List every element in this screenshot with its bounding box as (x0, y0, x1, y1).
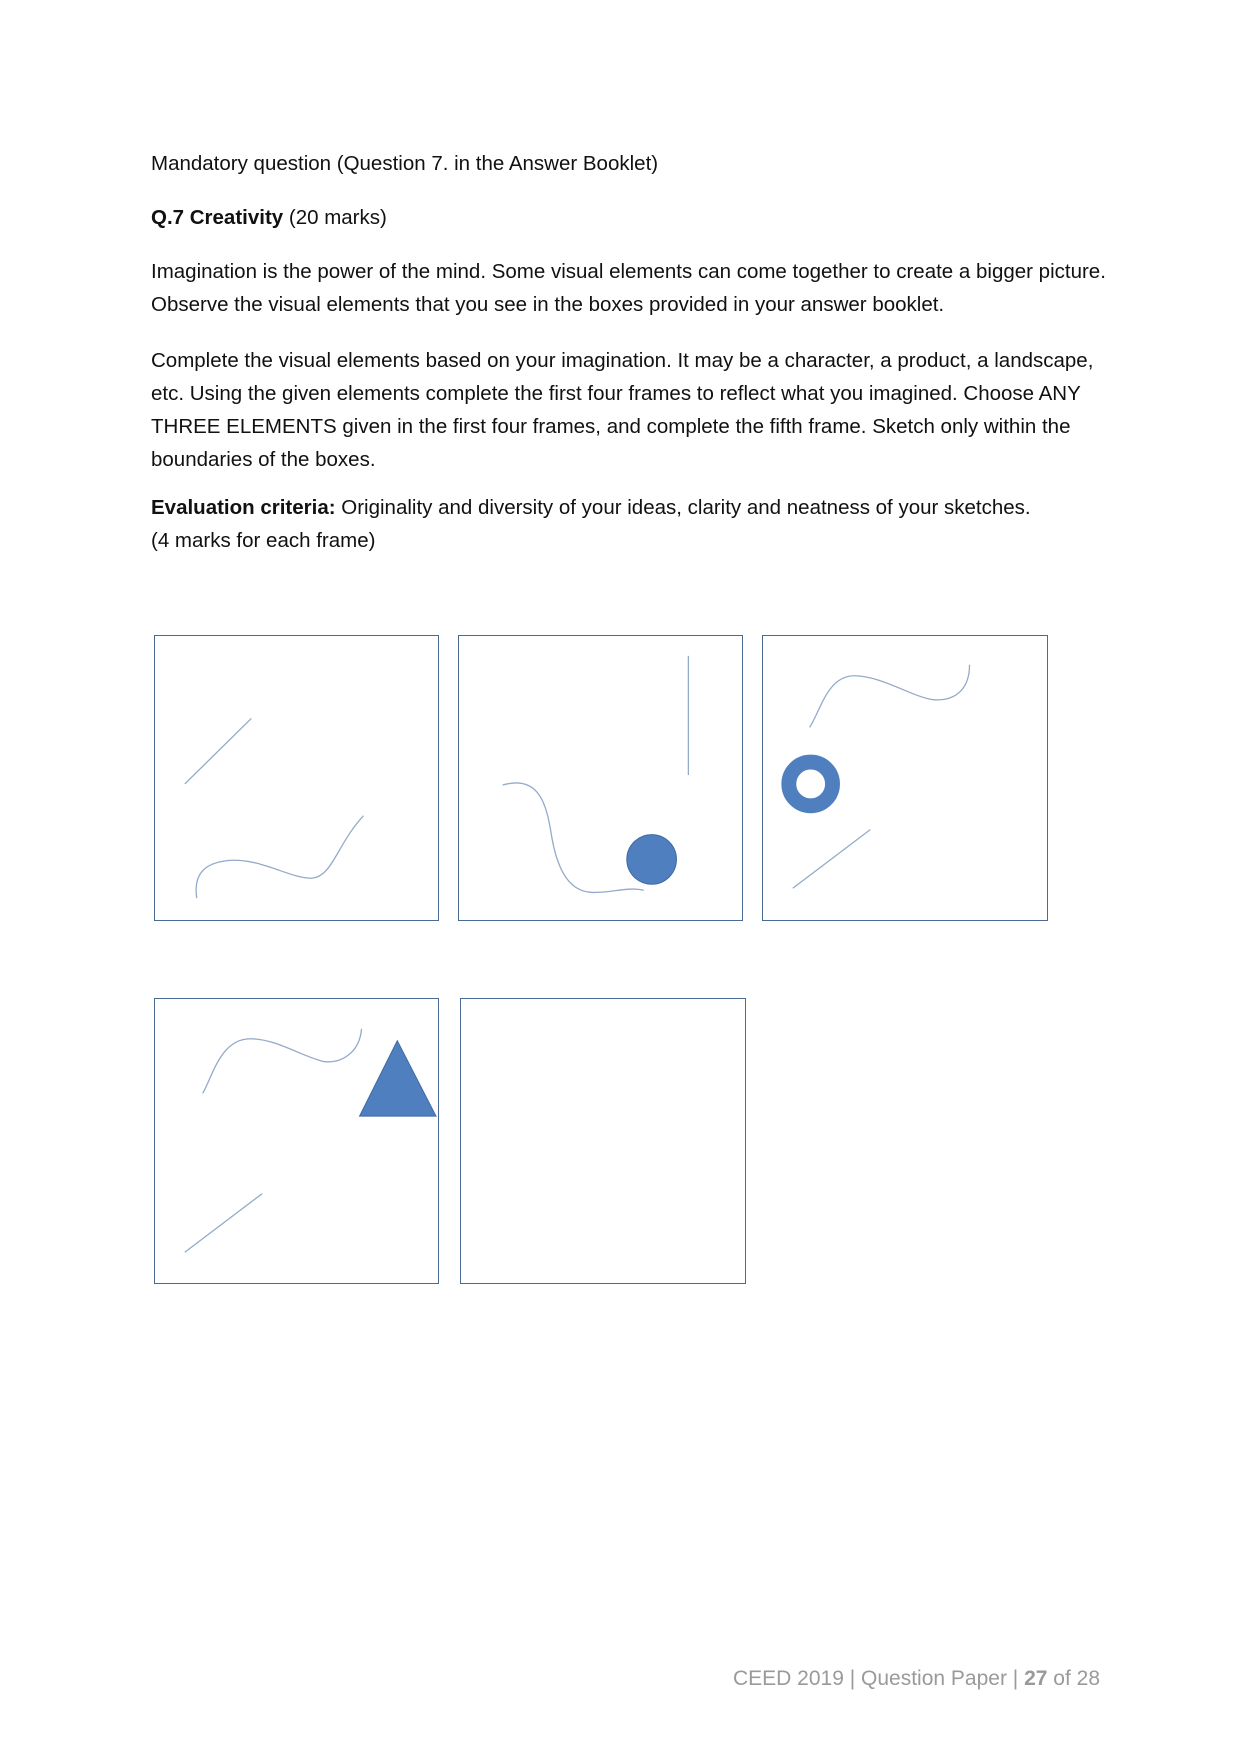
frame-2-elements (459, 636, 742, 920)
frame-1-elements (155, 636, 438, 920)
frame-1 (154, 635, 439, 921)
frame-4-wavy-line (203, 1029, 362, 1094)
frame-3-ring (789, 762, 833, 806)
evaluation-marks-note: (4 marks for each frame) (151, 529, 376, 552)
frame-1-straight-line (185, 718, 252, 784)
frame-3-wavy-line (810, 665, 970, 728)
frame-3 (762, 635, 1048, 921)
footer-separator: | (843, 1667, 862, 1690)
question-label: Q.7 Creativity (151, 206, 284, 229)
frame-2-wavy-line (503, 783, 644, 893)
frame-4-elements (155, 999, 438, 1283)
evaluation-text: Originality and diversity of your ideas, clarity and neatness of your sketches. (335, 496, 1031, 519)
frame-4 (154, 998, 439, 1284)
paragraph-imagination: Imagination is the power of the mind. Some visual elements can come together to create a bigger picture. Observe the visual elements that you see in the boxes provided in your answer booklet. (151, 260, 1106, 316)
frame-5-blank (460, 998, 746, 1284)
frame-3-elements (763, 636, 1047, 920)
footer-paper: Question Paper (861, 1667, 1007, 1690)
paragraph-instructions: Complete the visual elements based on your imagination. It may be a character, a product, a landscape, etc. Using the given elements complete the first four frames to reflect what you imagined. Choose ANY THREE ELEMENTS given in the first four frames, and complete the fifth frame. Sketch only within the boundaries of the boxes. (151, 349, 1094, 471)
frame-2-filled-circle (627, 835, 677, 885)
question-marks: (20 marks) (283, 206, 387, 229)
frame-4-straight-line (185, 1194, 262, 1253)
frame-4-triangle (360, 1041, 436, 1116)
footer-total-pages: 28 (1076, 1667, 1100, 1690)
intro-text: Mandatory question (Question 7. in the Answer Booklet) (151, 152, 659, 175)
evaluation-label: Evaluation criteria: (151, 496, 336, 519)
evaluation-criteria (151, 491, 1111, 557)
page-footer (733, 1667, 1100, 1691)
frame-3-straight-line (793, 830, 870, 889)
footer-separator: | (1006, 1667, 1025, 1690)
question-heading (151, 201, 1111, 234)
frame-2 (458, 635, 743, 921)
frame-1-wavy-line (196, 816, 363, 898)
footer-exam: CEED 2019 (733, 1667, 844, 1690)
footer-of: of (1047, 1667, 1077, 1690)
footer-current-page: 27 (1024, 1667, 1048, 1690)
